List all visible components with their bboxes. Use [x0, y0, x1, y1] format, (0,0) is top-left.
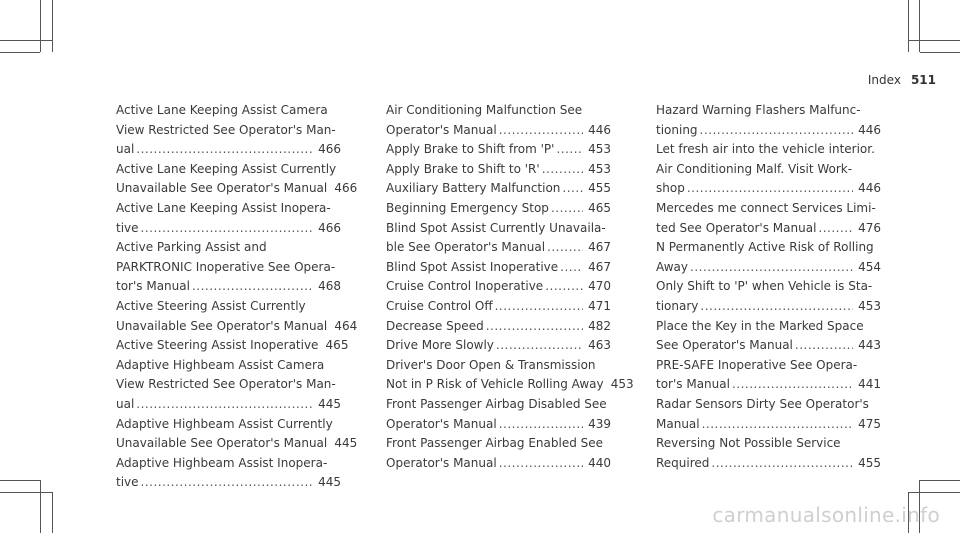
index-entry: [116, 415, 358, 454]
index-entry: [656, 356, 881, 395]
index-entry: [116, 160, 358, 199]
page-reference: 445: [318, 475, 341, 490]
entry-last-line: [386, 258, 611, 278]
entry-last-line: [386, 297, 611, 317]
page-reference: 468: [318, 279, 341, 294]
crop-mark: [908, 492, 960, 493]
dot-leader: [495, 297, 583, 317]
entry-text-line: Apply Brake to Shift from 'P': [386, 142, 555, 157]
dot-leader: [499, 121, 583, 141]
entry-last-line: [386, 336, 611, 356]
entry-text-line: Active Lane Keeping Assist Inopera-: [116, 200, 331, 215]
entry-text-line: N Permanently Active Risk of Rolling: [656, 240, 874, 255]
dot-leader: [700, 297, 853, 317]
page-reference: 464: [334, 318, 358, 333]
dot-leader: [496, 336, 583, 356]
crop-mark: [908, 0, 909, 52]
section-title: Index: [867, 73, 901, 87]
crop-mark: [40, 0, 41, 52]
entry-text-line: tive: [116, 220, 139, 235]
dot-leader: [136, 395, 313, 415]
entry-last-line: [386, 199, 611, 219]
page-reference: 455: [588, 181, 611, 196]
entry-last-line: [656, 219, 881, 239]
entry-last-line: [656, 375, 881, 395]
entry-last-line: [386, 454, 611, 474]
dot-leader: [551, 199, 583, 219]
index-entry: [386, 140, 611, 160]
index-entry: [386, 336, 611, 356]
entry-text-line: Place the Key in the Marked Space: [656, 318, 864, 333]
index-entry: [656, 434, 881, 473]
entry-text-line: Active Parking Assist and: [116, 240, 267, 255]
dot-leader: [499, 454, 583, 474]
entry-text-line: Unavailable See Operator's Manual: [116, 181, 328, 196]
index-column-2: [386, 101, 634, 473]
page-reference: 446: [588, 122, 611, 137]
entry-text-line: Reversing Not Possible Service: [656, 436, 841, 451]
crop-mark: [908, 40, 960, 41]
entry-text-line: ted See Operator's Manual: [656, 220, 817, 235]
page-reference: 445: [318, 396, 341, 411]
dot-leader: [700, 121, 853, 141]
page-reference: 440: [588, 455, 611, 470]
entry-text-line: Hazard Warning Flashers Malfunc-: [656, 103, 861, 117]
index-entry: [116, 199, 341, 238]
entry-text-line: Active Steering Assist Currently: [116, 298, 306, 313]
index-column-1: [116, 101, 358, 493]
dot-leader: [732, 375, 853, 395]
crop-mark: [52, 0, 53, 52]
page-reference: 445: [334, 436, 358, 451]
entry-last-line: [116, 395, 341, 415]
page-reference: 446: [858, 181, 881, 196]
dot-leader: [687, 179, 853, 199]
index-entry: [386, 356, 634, 395]
entry-text-line: ual: [116, 396, 135, 411]
entry-text-line: Active Steering Assist Inoperative: [116, 338, 319, 353]
page-reference: 465: [325, 338, 349, 353]
page-reference: 470: [588, 279, 611, 294]
index-entry: [116, 101, 341, 160]
entry-text-line: Blind Spot Assist Inoperative: [386, 259, 559, 274]
entry-last-line: [386, 375, 634, 395]
page-reference: 453: [588, 142, 611, 157]
entry-text-line: Away: [656, 259, 688, 274]
dot-leader: [560, 258, 583, 278]
index-entry: [386, 179, 611, 199]
entry-text-line: tionary: [656, 298, 699, 313]
entry-text-line: Front Passenger Airbag Disabled See: [386, 396, 607, 411]
entry-text-line: Active Lane Keeping Assist Currently: [116, 161, 337, 176]
index-entry: [656, 199, 881, 238]
page-reference: 453: [858, 298, 881, 313]
entry-text-line: PARKTRONIC Inoperative See Opera-: [116, 259, 336, 274]
entry-text-line: See Operator's Manual: [656, 338, 793, 353]
entry-text-line: Mercedes me connect Services Limi-: [656, 200, 876, 215]
dot-leader: [711, 454, 853, 474]
dot-leader: [702, 415, 853, 435]
page-reference: 471: [588, 298, 611, 313]
entry-text-line: Auxiliary Battery Malfunction: [386, 181, 561, 196]
page-reference: 467: [588, 240, 611, 255]
entry-text-line: Only Shift to 'P' when Vehicle is Sta-: [656, 279, 873, 294]
entry-text-line: Let fresh air into the vehicle interior.: [656, 142, 875, 157]
index-entry: [656, 395, 881, 434]
page-reference: 466: [318, 142, 341, 157]
entry-last-line: [656, 336, 881, 356]
crop-mark: [0, 480, 40, 481]
page-reference: 441: [858, 377, 881, 392]
entry-text-line: Radar Sensors Dirty See Operator's: [656, 396, 869, 411]
page-reference: 482: [588, 318, 611, 333]
page-reference: 443: [858, 338, 881, 353]
entry-text-line: Operator's Manual: [386, 455, 497, 470]
index-entry: [116, 297, 358, 336]
dot-leader: [141, 219, 313, 239]
page-reference: 467: [588, 259, 611, 274]
entry-text-line: Operator's Manual: [386, 416, 497, 431]
entry-text-line: View Restricted See Operator's Man-: [116, 377, 336, 392]
crop-mark: [920, 480, 960, 481]
dot-leader: [486, 317, 583, 337]
entry-text-line: Drive More Slowly: [386, 338, 494, 353]
page-reference: 446: [858, 122, 881, 137]
index-entry: [386, 160, 611, 180]
entry-text-line: ble See Operator's Manual: [386, 240, 546, 255]
entry-text-line: tor's Manual: [116, 279, 190, 294]
entry-last-line: [116, 434, 358, 454]
entry-text-line: Air Conditioning Malf. Visit Work-: [656, 161, 853, 176]
index-entry: [656, 238, 881, 277]
entry-text-line: Blind Spot Assist Currently Unavaila-: [386, 220, 606, 235]
page-header: [868, 73, 936, 87]
entry-text-line: View Restricted See Operator's Man-: [116, 122, 336, 137]
entry-text-line: tor's Manual: [656, 377, 730, 392]
dot-leader: [818, 219, 853, 239]
entry-last-line: [116, 473, 341, 493]
entry-text-line: Driver's Door Open & Transmission: [386, 357, 596, 372]
page-reference: 453: [610, 377, 634, 392]
page-reference: 466: [318, 220, 341, 235]
crop-mark: [0, 52, 40, 53]
page-reference: 439: [588, 416, 611, 431]
entry-text-line: Cruise Control Inoperative: [386, 279, 544, 294]
index-entry: [386, 199, 611, 219]
entry-text-line: tioning: [656, 122, 698, 137]
dot-leader: [141, 473, 313, 493]
index-entry: [656, 140, 881, 199]
dot-leader: [562, 179, 583, 199]
entry-last-line: [656, 121, 881, 141]
index-entry: [386, 395, 611, 434]
dot-leader: [499, 415, 583, 435]
index-entry: [386, 101, 611, 140]
entry-text-line: Adaptive Highbeam Assist Currently: [116, 416, 333, 431]
entry-text-line: PRE-SAFE Inoperative See Opera-: [656, 357, 858, 372]
entry-text-line: Air Conditioning Malfunction See: [386, 103, 583, 117]
index-entry: [116, 454, 341, 493]
entry-text-line: tive: [116, 475, 139, 490]
index-column-3: [656, 101, 881, 473]
dot-leader: [136, 140, 313, 160]
entry-text-line: Unavailable See Operator's Manual: [116, 436, 328, 451]
crop-mark: [52, 492, 53, 533]
entry-text-line: Manual: [656, 416, 700, 431]
page-reference: 465: [588, 200, 611, 215]
entry-text-line: Not in P Risk of Vehicle Rolling Away: [386, 377, 604, 392]
crop-mark: [0, 492, 52, 493]
entry-last-line: [116, 140, 341, 160]
entry-last-line: [656, 179, 881, 199]
index-entry: [116, 238, 341, 297]
crop-mark: [920, 52, 960, 53]
dot-leader: [547, 238, 583, 258]
crop-mark: [40, 480, 41, 533]
page-reference: 463: [588, 338, 611, 353]
entry-text-line: shop: [656, 181, 685, 196]
entry-text-line: Active Lane Keeping Assist Camera: [116, 103, 328, 117]
dot-leader: [192, 277, 313, 297]
index-entry: [386, 258, 611, 278]
page-reference: 466: [334, 181, 358, 196]
entry-text-line: Beginning Emergency Stop: [386, 200, 549, 215]
page-reference: 454: [858, 259, 881, 274]
dot-leader: [542, 160, 583, 180]
page-reference: 476: [858, 220, 881, 235]
entry-text-line: Operator's Manual: [386, 122, 497, 137]
index-entry: [656, 101, 881, 140]
entry-last-line: [386, 140, 611, 160]
page-reference: 475: [858, 416, 881, 431]
entry-text-line: Decrease Speed: [386, 318, 484, 333]
crop-mark: [0, 40, 52, 41]
entry-last-line: [386, 415, 611, 435]
entry-last-line: [386, 179, 611, 199]
entry-text-line: Adaptive Highbeam Assist Camera: [116, 357, 325, 372]
crop-mark: [919, 0, 920, 52]
entry-last-line: [116, 336, 349, 356]
dot-leader: [795, 336, 853, 356]
index-entry: [386, 434, 611, 473]
index-entry: [116, 336, 349, 356]
entry-text-line: Apply Brake to Shift to 'R': [386, 161, 540, 176]
dot-leader: [545, 277, 583, 297]
entry-last-line: [386, 121, 611, 141]
entry-last-line: [386, 160, 611, 180]
entry-text-line: Front Passenger Airbag Enabled See: [386, 436, 604, 451]
entry-last-line: [386, 317, 611, 337]
page-reference: 455: [858, 455, 881, 470]
index-entry: [656, 277, 881, 316]
entry-text-line: Required: [656, 455, 710, 470]
entry-last-line: [116, 317, 358, 337]
entry-last-line: [656, 454, 881, 474]
entry-last-line: [656, 258, 881, 278]
entry-last-line: [116, 179, 358, 199]
entry-last-line: [386, 277, 611, 297]
index-entry: [386, 317, 611, 337]
entry-last-line: [656, 297, 881, 317]
entry-text-line: ual: [116, 142, 135, 157]
entry-last-line: [386, 238, 611, 258]
watermark: carmanualsonline.info: [712, 503, 940, 527]
page-reference: 453: [588, 161, 611, 176]
dot-leader: [690, 258, 853, 278]
page-number: 511: [910, 73, 936, 87]
index-entry: [116, 356, 341, 415]
index-entry: [656, 317, 881, 356]
index-entry: [386, 219, 611, 258]
entry-last-line: [116, 277, 341, 297]
index-entry: [386, 277, 611, 297]
entry-text-line: Cruise Control Off: [386, 298, 493, 313]
entry-last-line: [656, 415, 881, 435]
entry-text-line: Unavailable See Operator's Manual: [116, 318, 328, 333]
entry-text-line: Adaptive Highbeam Assist Inopera-: [116, 455, 328, 470]
dot-leader: [556, 140, 583, 160]
entry-last-line: [116, 219, 341, 239]
index-entry: [386, 297, 611, 317]
